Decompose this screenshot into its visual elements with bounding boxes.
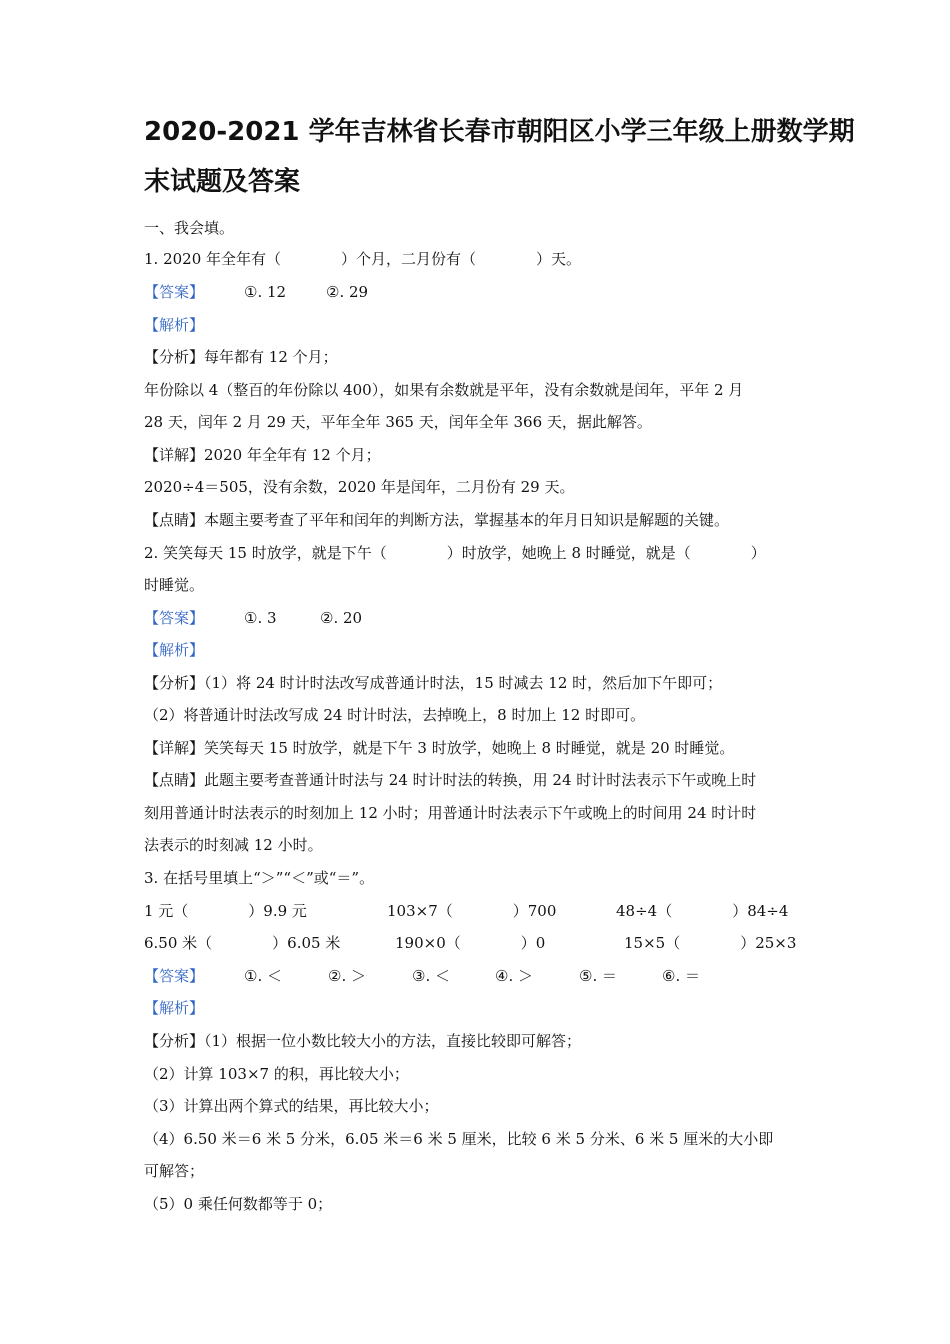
document-title-line-1: 2020-2021 学年吉林省长春市朝阳区小学三年级上册数学期 <box>144 117 855 147</box>
q3-step: （2）计算 103×7 的积，再比较大小； <box>144 1065 409 1083</box>
answer-item: ②. 29 <box>326 283 369 301</box>
dianjing-tag: 【点睛】 <box>144 771 205 789</box>
q1-xiangjie: 【详解】2020 年全年有 12 个月； <box>144 446 381 464</box>
q1-question: 1. 2020 年全年有（ ）个月，二月份有（ ）天。 <box>144 250 582 268</box>
answer-item: ①. 3 <box>244 609 277 627</box>
comparison-item: 48÷4（ ）84÷4 <box>616 902 789 920</box>
q2-dianjing: 【点睛】此题主要考查普通计时法与 24 时计时法的转换，用 24 时计时法表示下午或晚上时 <box>144 771 757 789</box>
answer-item: ⑥. ＝ <box>662 967 700 985</box>
answer-item: ②. ＞ <box>328 967 366 985</box>
answer-item: ②. 20 <box>320 609 363 627</box>
answer-item: ①. 12 <box>244 283 287 301</box>
q3-step: （4）6.50 米＝6 米 5 分米，6.05 米＝6 米 5 厘米，比较 6 米 5 分米、6 米 5 厘米的大小即 <box>144 1130 774 1148</box>
comparison-item: 103×7（ ）700 <box>387 902 557 920</box>
q2-fenxi-2: （2）将普通计时法改写成 24 时计时法，去掉晚上，8 时加上 12 时即可。 <box>144 706 646 724</box>
q1-fenxi-detail-1: 年份除以 4（整百的年份除以 400），如果有余数就是平年，没有余数就是闰年，平年 2 月 <box>144 381 744 399</box>
document-title-line-2: 末试题及答案 <box>144 167 301 197</box>
dianjing-tag: 【点睛】 <box>144 511 205 529</box>
q1-jiexi-tag: 【解析】 <box>144 316 205 334</box>
section-heading: 一、我会填。 <box>144 219 235 237</box>
q3-step: 可解答； <box>144 1162 205 1180</box>
q2-dianjing-3: 法表示的时刻减 12 小时。 <box>144 836 323 854</box>
q2-jiexi-tag: 【解析】 <box>144 641 205 659</box>
q2-question: 2. 笑笑每天 15 时放学，就是下午（ ）时放学，她晚上 8 时睡觉，就是（ ） <box>144 544 766 562</box>
answer-item: ③. ＜ <box>412 967 450 985</box>
fenxi-tag: 【分析】 <box>144 348 205 366</box>
q2-question-2: 时睡觉。 <box>144 576 205 594</box>
comparison-item: 1 元（ ）9.9 元 <box>144 902 307 920</box>
xiangjie-tag: 【详解】 <box>144 739 205 757</box>
comparison-item: 190×0（ ）0 <box>395 934 546 952</box>
q3-step: （3）计算出两个算式的结果，再比较大小； <box>144 1097 439 1115</box>
q3-row-2 <box>144 933 804 953</box>
q3-jiexi-tag: 【解析】 <box>144 999 205 1017</box>
answer-tag: 【答案】 <box>144 967 205 985</box>
q1-fenxi: 【分析】每年都有 12 个月； <box>144 348 338 366</box>
fenxi-tag: 【分析】 <box>144 1032 205 1050</box>
answer-item: ①. ＜ <box>244 967 282 985</box>
answer-item: ④. ＞ <box>495 967 533 985</box>
comparison-item: 15×5（ ）25×3 <box>624 934 797 952</box>
q3-answer-line <box>144 966 804 986</box>
fenxi-tag: 【分析】 <box>144 674 205 692</box>
answer-item: ⑤. ＝ <box>579 967 617 985</box>
q2-answer-line <box>144 608 544 628</box>
q3-step: （5）0 乘任何数都等于 0； <box>144 1195 333 1213</box>
q1-dianjing: 【点睛】本题主要考查了平年和闰年的判断方法，掌握基本的年月日知识是解题的关键。 <box>144 511 730 529</box>
q2-fenxi: 【分析】（1）将 24 时计时法改写成普通计时法，15 时减去 12 时，然后加下午即可； <box>144 674 723 692</box>
q2-dianjing-2: 刻用普通计时法表示的时刻加上 12 小时；用普通计时法表示下午或晚上的时间用 24 时计时 <box>144 804 757 822</box>
comparison-item: 6.50 米（ ）6.05 米 <box>144 934 341 952</box>
q1-answer-line <box>144 282 544 302</box>
q1-xiangjie-2: 2020÷4＝505，没有余数，2020 年是闰年，二月份有 29 天。 <box>144 478 575 496</box>
q3-question: 3. 在括号里填上“＞”“＜”或“＝”。 <box>144 869 375 887</box>
q3-row-1 <box>144 901 804 921</box>
q1-fenxi-detail-2: 28 天，闰年 2 月 29 天，平年全年 365 天，闰年全年 366 天，据此解答。 <box>144 413 652 431</box>
q2-xiangjie: 【详解】笑笑每天 15 时放学，就是下午 3 时放学，她晚上 8 时睡觉，就是 20 时睡觉。 <box>144 739 735 757</box>
answer-tag: 【答案】 <box>144 283 205 301</box>
xiangjie-tag: 【详解】 <box>144 446 205 464</box>
q3-fenxi: 【分析】（1）根据一位小数比较大小的方法，直接比较即可解答； <box>144 1032 582 1050</box>
answer-tag: 【答案】 <box>144 609 205 627</box>
